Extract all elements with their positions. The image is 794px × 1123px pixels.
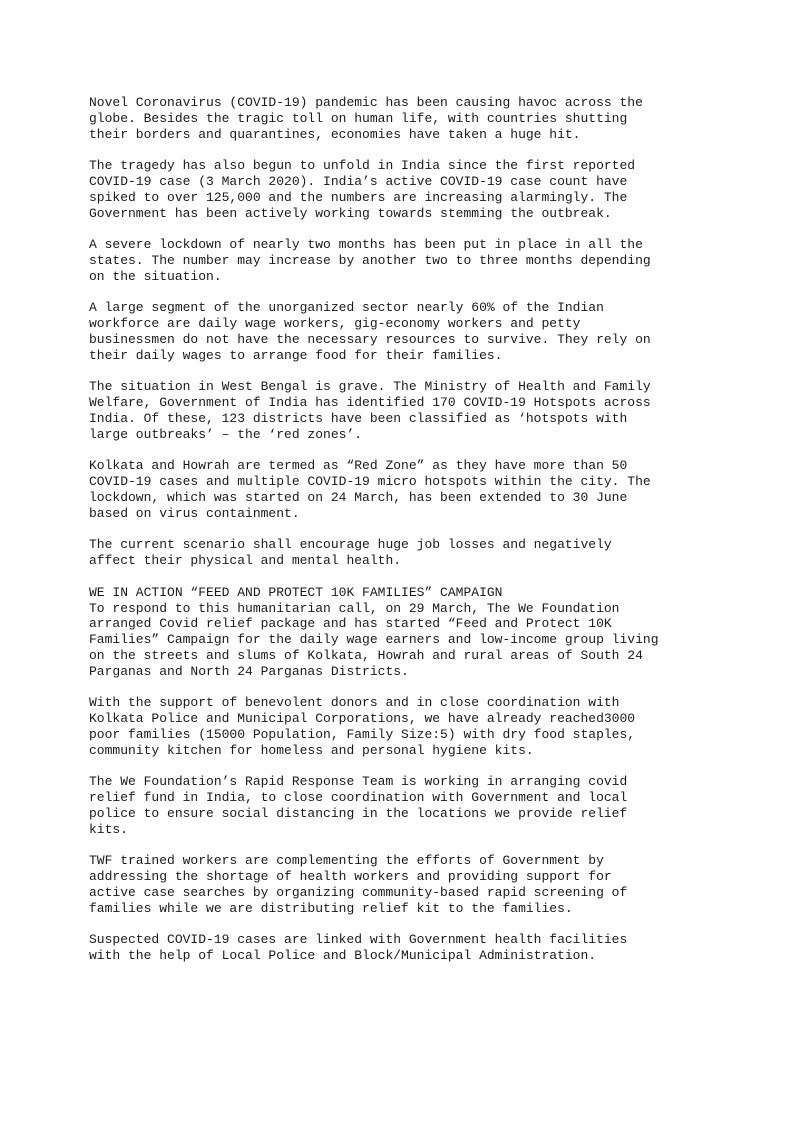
section-heading-campaign: WE IN ACTION “FEED AND PROTECT 10K FAMILIES” CAMPAIGN xyxy=(89,584,503,600)
paragraph-unorganized-sector: A large segment of the unorganized sector nearly 60% of the Indian workforce are daily wage workers, gig-economy workers and petty businessmen do not have the necessary resources to survive. They rely on their daily wages to arrange food for their families. xyxy=(89,300,651,363)
paragraph-campaign: To respond to this humanitarian call, on 29 March, The We Foundation arranged Covid relief package and has started “Feed and Protect 10K Families” Campaign for the daily wage earners and low-income group living on the streets and slums of Kolkata, Howrah and rural areas of South 24 Parganas and North 24 Parganas Districts. xyxy=(89,600,659,679)
paragraph-west-bengal: The situation in West Bengal is grave. The Ministry of Health and Family Welfare, Government of India has identified 170 COVID-19 Hotspots across India. Of these, 123 districts have been classified as ‘hotspots with large outbreaks’ – the ‘red zones’. xyxy=(89,379,651,442)
paragraph-lockdown: A severe lockdown of nearly two months has been put in place in all the states. The number may increase by another two to three months depending on the situation. xyxy=(89,237,651,284)
paragraph-trained-workers: TWF trained workers are complementing the efforts of Government by addressing the shortage of health workers and providing support for active case searches by organizing community-based rapid screening of families while we are distributing relief kit to the families. xyxy=(89,853,628,916)
document-body xyxy=(89,95,709,980)
paragraph-response-team: The We Foundation’s Rapid Response Team is working in arranging covid relief fund in India, to close coordination with Government and local police to ensure social distancing in the locations we provide relief kits. xyxy=(89,774,628,837)
paragraph-intro: Novel Coronavirus (COVID-19) pandemic has been causing havoc across the globe. Besides the tragic toll on human life, with countries shutting their borders and quarantines, economies have taken a huge hit. xyxy=(89,95,643,142)
paragraph-red-zone: Kolkata and Howrah are termed as “Red Zone” as they have more than 50 COVID-19 cases and multiple COVID-19 micro hotspots within the city. The lockdown, which was started on 24 March, has been extended to 30 June based on virus containment. xyxy=(89,458,651,521)
paragraph-support: With the support of benevolent donors and in close coordination with Kolkata Police and Municipal Corporations, we have already reached3000 poor families (15000 Population, Family Size:5) with dry food staples, community kitchen for homeless and personal hygiene kits. xyxy=(89,695,636,758)
paragraph-india-outbreak: The tragedy has also begun to unfold in India since the first reported COVID-19 case (3 March 2020). India’s active COVID-19 case count have spiked to over 125,000 and the numbers are increasing alarmingly. The Government has been actively working towards stemming the outbreak. xyxy=(89,158,636,221)
paragraph-suspected-cases: Suspected COVID-19 cases are linked with Government health facilities with the help of Local Police and Block/Municipal Administration. xyxy=(89,932,628,964)
paragraph-current-scenario: The current scenario shall encourage huge job losses and negatively affect their physical and mental health. xyxy=(89,537,612,569)
